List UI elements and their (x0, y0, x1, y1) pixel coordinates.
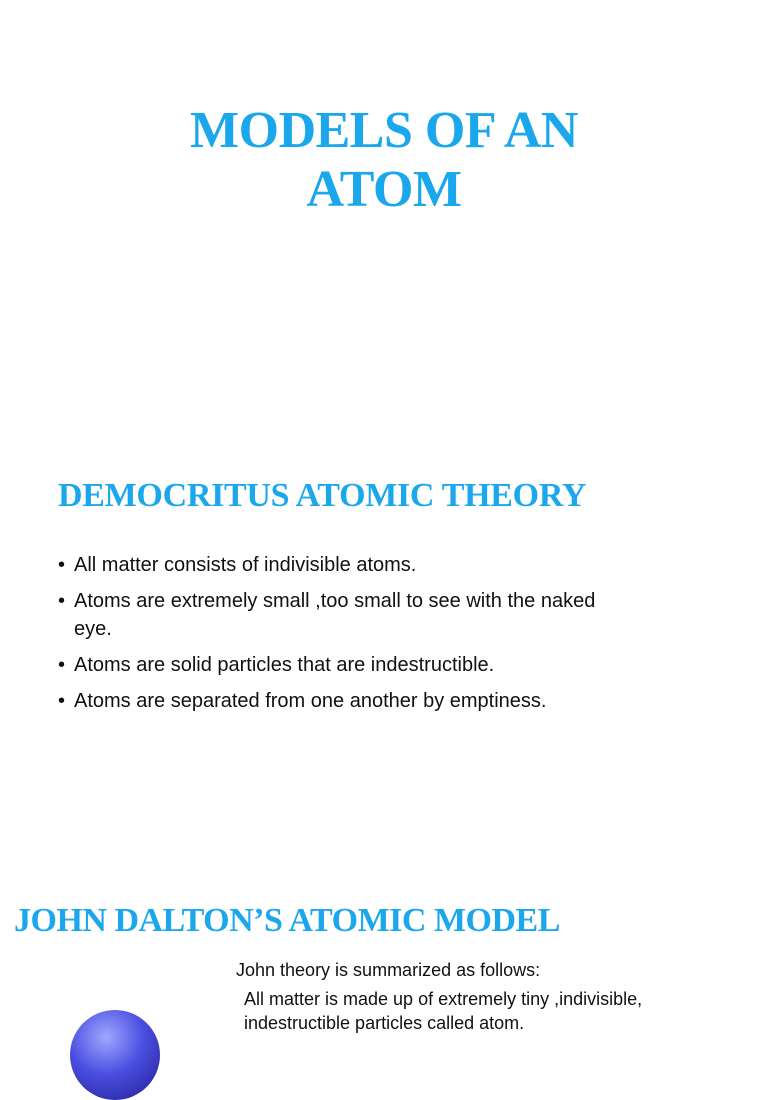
slide-title-line-2: ATOM (306, 161, 462, 218)
democritus-bullet-list (58, 551, 708, 723)
list-item (58, 587, 708, 643)
bullet-icon: • (58, 654, 66, 676)
dalton-intro-text: John theory is summarized as follows: (236, 960, 541, 980)
democritus-heading: DEMOCRITUS ATOMIC THEORY (58, 477, 587, 514)
bullet-text: Atoms are separated from one another by emptiness. (74, 690, 547, 712)
list-item (58, 551, 708, 579)
bullet-text: Atoms are solid particles that are indestructible. (74, 654, 495, 676)
list-item (58, 651, 708, 679)
bullet-text: All matter consists of indivisible atoms. (74, 554, 417, 576)
dalton-point-line-2: indestructible particles called atom. (244, 1013, 525, 1033)
bullet-text-continued: eye. (74, 618, 112, 640)
dalton-point-text (244, 987, 744, 1035)
dalton-point-line-1: All matter is made up of extremely tiny ,indivisible, (244, 989, 643, 1009)
slide-title-line-1: MODELS OF AN (190, 102, 578, 159)
bullet-icon: • (58, 590, 66, 612)
bullet-text: Atoms are extremely small ,too small to see with the naked (74, 590, 596, 612)
list-item (58, 687, 708, 715)
bullet-icon: • (58, 690, 66, 712)
dalton-heading: JOHN DALTON’S ATOMIC MODEL (14, 902, 560, 939)
bullet-icon: • (58, 554, 66, 576)
